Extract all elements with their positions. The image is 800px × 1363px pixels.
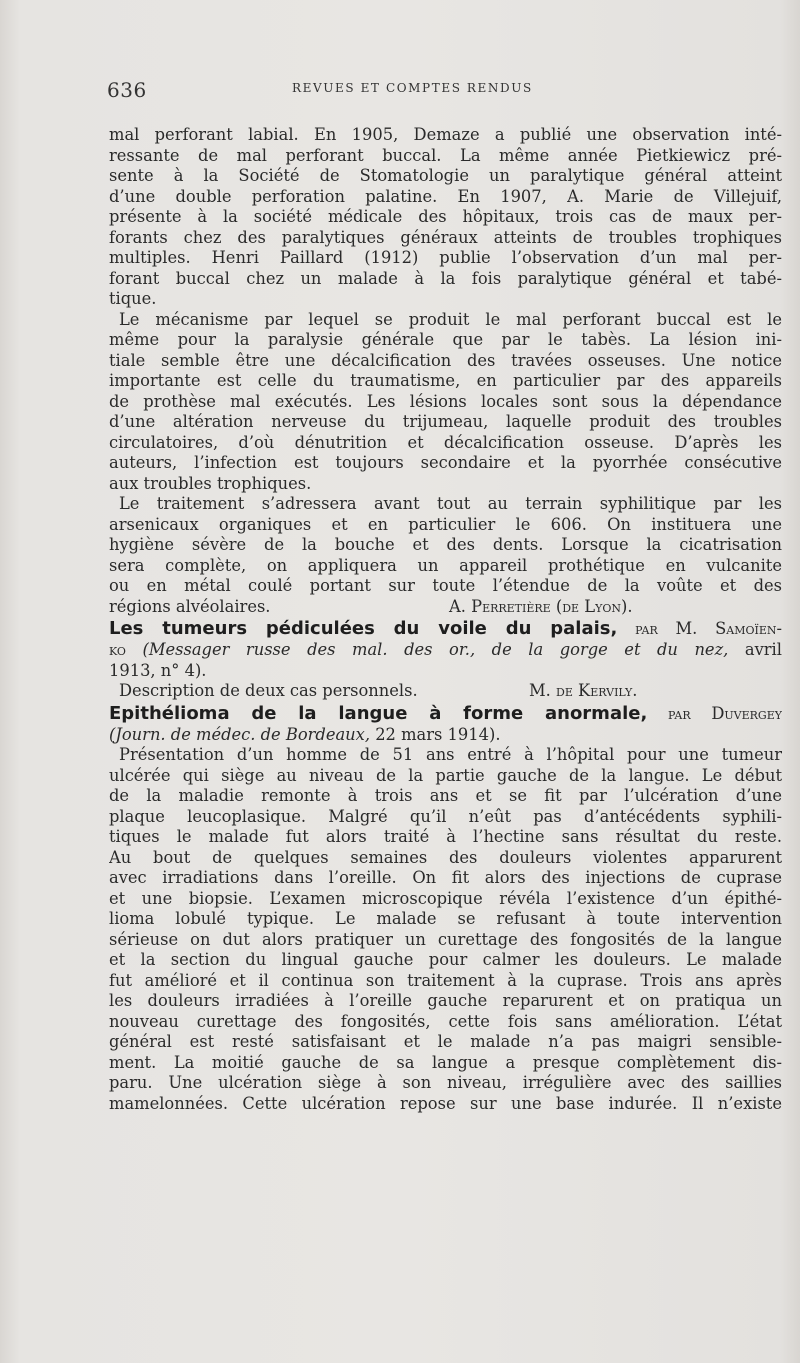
text-line: général est resté satisfaisant et le malade n’a pas maigri sensible- xyxy=(109,1032,782,1051)
text-line: paru. Une ulcération siège à son niveau, irrégulière avec des saillies xyxy=(109,1073,782,1092)
text-line: 1913, n° 4). xyxy=(109,660,207,680)
text-line: avec irradiations dans l’oreille. On fit alors des injections de cuprase xyxy=(109,868,782,887)
article-body xyxy=(109,125,782,1114)
text-line: et une biopsie. L’examen microscopique révéla l’existence d’un épithé- xyxy=(109,888,782,908)
text-line: sérieuse on dut alors pratiquer un curettage des fongosités de la langue xyxy=(109,929,782,949)
text-line: nouveau curettage des fongosités, cette fois sans amélioration. L’état xyxy=(109,1011,782,1031)
review-author: par M. Samoïen- xyxy=(635,619,782,638)
page-header xyxy=(107,78,787,102)
text-line xyxy=(109,681,782,702)
review-heading-line xyxy=(109,617,782,640)
text-line: fut amélioré et il continua son traitement à la cuprase. Trois ans après xyxy=(109,970,782,990)
text-line: arsenicaux organiques et en particulier le 606. On instituera une xyxy=(109,514,782,534)
text-line: forants chez des paralytiques généraux atteints de troubles trophiques xyxy=(109,227,782,247)
running-head: REVUES ET COMPTES RENDUS xyxy=(292,81,533,95)
text-line: ulcérée qui siège au niveau de la partie gauche de la langue. Le début xyxy=(109,765,782,785)
text-line: mal perforant labial. En 1905, Demaze a publié une observation inté- xyxy=(109,125,782,144)
text-line: circulatoires, d’où dénutrition et décalcification osseuse. D’après les xyxy=(109,432,782,452)
text-line: même pour la paralysie générale que par le tabès. La lésion ini- xyxy=(109,330,782,349)
text-line: Au bout de quelques semaines des douleurs violentes apparurent xyxy=(109,847,782,867)
text-line: aux troubles trophiques. xyxy=(109,473,312,493)
text-line: tiques le malade fut alors traité à l’hectine sans résultat du reste. xyxy=(109,827,782,846)
text-fragment: régions alvéolaires. xyxy=(109,596,271,616)
text-line: sera complète, on appliquera un appareil prothétique en vulcanite xyxy=(109,555,782,575)
text-line: tiale semble être une décalcification des travées osseuses. Une notice xyxy=(109,350,782,370)
text-line: présente à la société médicale des hôpitaux, trois cas de maux per- xyxy=(109,207,782,226)
review-title: Les tumeurs pédiculées du voile du palais, xyxy=(109,618,618,639)
page-number: 636 xyxy=(107,78,147,102)
text-line: de prothèse mal exécutés. Les lésions locales sont sous la dépendance xyxy=(109,391,782,411)
text-line: et la section du lingual gauche pour calmer les douleurs. Le malade xyxy=(109,950,782,969)
text-line xyxy=(109,597,782,618)
text-line: importante est celle du traumatisme, en particulier par des appareils xyxy=(109,371,782,390)
text-line: multiples. Henri Paillard (1912) publie l’observation d’un mal per- xyxy=(109,248,782,267)
text-line: les douleurs irradiées à l’oreille gauche reparurent et on pratiqua un xyxy=(109,991,782,1010)
text-line: tique. xyxy=(109,289,157,308)
text-line: de la maladie remonte à trois ans et se fit par l’ulcération d’une xyxy=(109,786,782,805)
text-line: plaque leucoplasique. Malgré qu’il n’eût pas d’antécédents syphili- xyxy=(109,806,782,826)
journal-ref: (Messager russe des mal. des or., de la gorge et du nez, xyxy=(142,640,729,659)
journal-ref: (Journ. de médec. de Bordeaux, xyxy=(109,724,371,744)
text-line: lioma lobulé typique. Le malade se refusant à toute intervention xyxy=(109,909,782,928)
text-line: d’une altération nerveuse du trijumeau, laquelle produit des troubles xyxy=(109,412,782,431)
journal-date: 22 mars 1914). xyxy=(375,724,501,744)
text-line: d’une double perforation palatine. En 1907, A. Marie de Villejuif, xyxy=(109,186,782,206)
text-line: Le mécanisme par lequel se produit le mal perforant buccal est le xyxy=(119,309,782,329)
review-title: Epithélioma de la langue à forme anormale, xyxy=(109,702,648,724)
text-line: Présentation d’un homme de 51 ans entré à l’hôpital pour une tumeur xyxy=(119,745,782,764)
journal-date: avril xyxy=(744,640,782,659)
author-signature: A. Perretière (de Lyon). xyxy=(449,596,633,616)
review-author-cont: ko xyxy=(109,640,126,659)
review-author: par Duvergey xyxy=(668,703,782,723)
text-line: hygiène sévère de la bouche et des dents. Lorsque la cicatrisation xyxy=(109,535,782,554)
text-line: mamelonnées. Cette ulcération repose sur une base indurée. Il n’existe xyxy=(109,1093,782,1113)
text-line: forant buccal chez un malade à la fois paralytique général et tabé- xyxy=(109,268,782,288)
text-line: Le traitement s’adressera avant tout au terrain syphilitique par les xyxy=(119,494,782,513)
text-line: auteurs, l’infection est toujours secondaire et la pyorrhée consécutive xyxy=(109,453,782,472)
text-line: ressante de mal perforant buccal. La même année Pietkiewicz pré- xyxy=(109,145,782,165)
review-heading-line xyxy=(109,702,782,725)
text-line xyxy=(109,640,782,661)
text-line xyxy=(109,725,782,746)
text-line: ou en métal coulé portant sur toute l’étendue de la voûte et des xyxy=(109,576,782,595)
text-line: sente à la Société de Stomatologie un paralytique général atteint xyxy=(109,166,782,185)
text-line: ment. La moitié gauche de sa langue a presque complètement dis- xyxy=(109,1052,782,1072)
author-signature: M. de Kervily. xyxy=(529,681,638,700)
text-fragment: Description de deux cas personnels. xyxy=(119,681,418,700)
